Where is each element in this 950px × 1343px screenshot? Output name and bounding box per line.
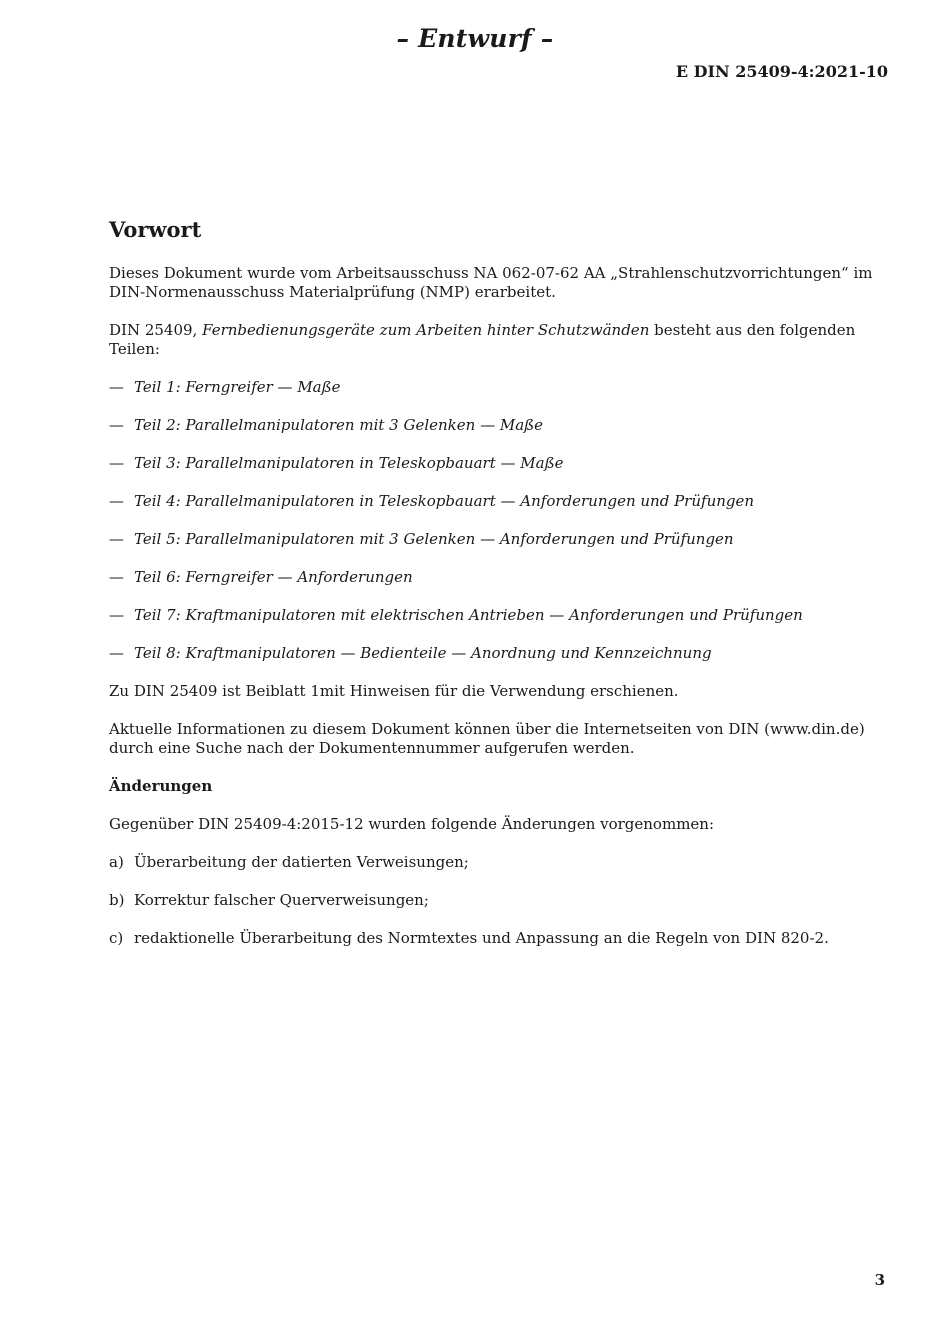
changes-intro: Gegenüber DIN 25409-4:2015-12 wurden folgende Änderungen vorgenommen:	[109, 815, 715, 833]
supplement-note: Zu DIN 25409 ist Beiblatt 1mit Hinweisen für die Verwendung erschienen.	[109, 682, 679, 700]
part-label: Teil 2: Parallelmanipulatoren mit 3 Gelenken — Maße	[134, 416, 544, 434]
list-marker: c)	[109, 929, 124, 947]
list-item	[109, 492, 889, 511]
list-item	[109, 416, 889, 435]
part-label: Teil 3: Parallelmanipulatoren in Teleskopbauart — Maße	[134, 454, 564, 472]
part-label: Teil 1: Ferngreifer — Maße	[134, 378, 341, 396]
dash-bullet: —	[109, 644, 124, 662]
series-suffix: besteht aus den folgenden Teilen:	[109, 321, 856, 358]
list-item	[109, 644, 889, 663]
list-item	[109, 929, 889, 948]
part-label: Teil 8: Kraftmanipulatoren — Bedienteile — Anordnung und Kennzeichnung	[134, 644, 712, 662]
list-marker: a)	[109, 853, 124, 871]
parts-list	[109, 378, 889, 663]
info-note: Aktuelle Informationen zu diesem Dokument können über die Internetseiten von DIN (www.din.de) durch eine Suche nach der Dokumentennummer aufgerufen werden.	[109, 720, 865, 757]
dash-bullet: —	[109, 530, 124, 548]
part-label: Teil 4: Parallelmanipulatoren in Teleskopbauart — Anforderungen und Prüfungen	[134, 492, 755, 510]
list-item	[109, 568, 889, 587]
list-item	[109, 891, 889, 910]
dash-bullet: —	[109, 454, 124, 472]
list-item	[109, 606, 889, 625]
dash-bullet: —	[109, 492, 124, 510]
dash-bullet: —	[109, 606, 124, 624]
list-item	[109, 454, 889, 473]
dash-bullet: —	[109, 416, 124, 434]
list-item	[109, 378, 889, 397]
change-text: Korrektur falscher Querverweisungen;	[134, 891, 429, 909]
changes-title: Änderungen	[109, 777, 213, 795]
foreword-title: Vorwort	[109, 217, 202, 242]
series-prefix: DIN 25409,	[109, 321, 203, 339]
foreword-intro: Dieses Dokument wurde vom Arbeitsausschuss NA 062-07-62 AA „Strahlenschutzvorrichtungen“ im DIN-Normenausschuss Materialprüfung (NMP) erarbeitet.	[109, 264, 873, 301]
part-label: Teil 7: Kraftmanipulatoren mit elektrischen Antrieben — Anforderungen und Prüfungen	[134, 606, 803, 624]
list-marker: b)	[109, 891, 125, 909]
list-item	[109, 853, 889, 872]
change-text: redaktionelle Überarbeitung des Normtextes und Anpassung an die Regeln von DIN 820-2.	[134, 929, 829, 947]
draft-mark: – Entwurf –	[396, 24, 554, 53]
document-id: E DIN 25409-4:2021-10	[675, 62, 888, 81]
page-content	[109, 216, 889, 967]
series-description	[109, 321, 889, 359]
dash-bullet: —	[109, 378, 124, 396]
page-number: 3	[874, 1271, 885, 1289]
list-item	[109, 530, 889, 549]
part-label: Teil 5: Parallelmanipulatoren mit 3 Gelenken — Anforderungen und Prüfungen	[134, 530, 734, 548]
dash-bullet: —	[109, 568, 124, 586]
part-label: Teil 6: Ferngreifer — Anforderungen	[134, 568, 413, 586]
series-title: Fernbedienungsgeräte zum Arbeiten hinter Schutzwänden	[202, 321, 650, 339]
change-text: Überarbeitung der datierten Verweisungen;	[134, 853, 469, 871]
changes-list	[109, 853, 889, 948]
